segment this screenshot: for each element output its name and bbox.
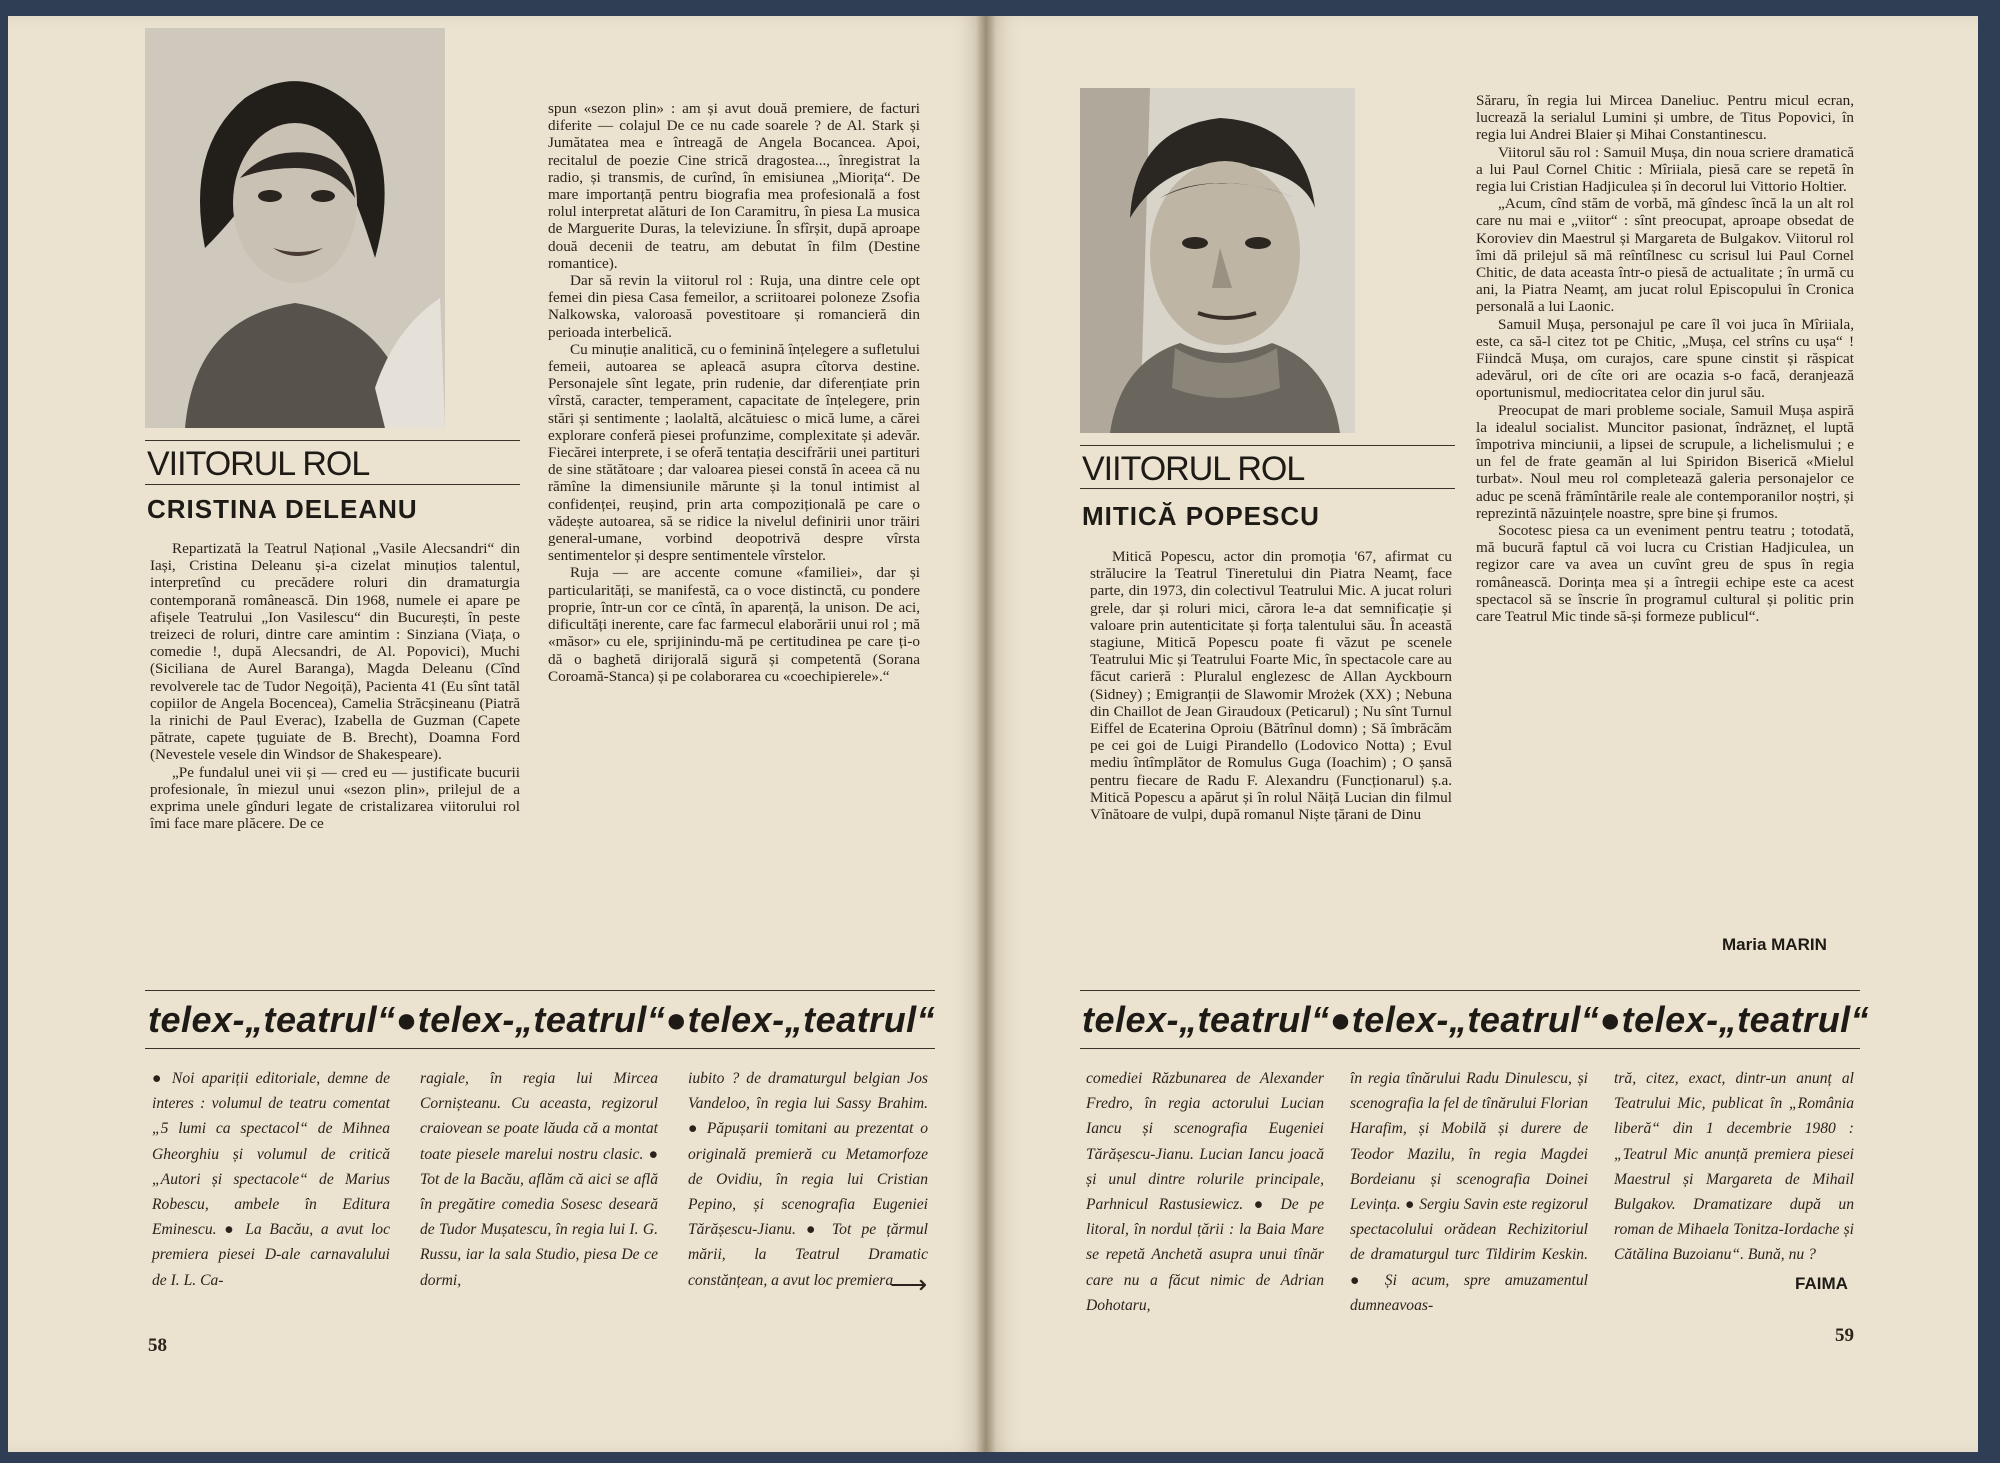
- telex-rule-top-right: [1080, 990, 1860, 991]
- article-column-left-2: [548, 100, 920, 685]
- telex-column-3: iubito ? de dramaturgul belgian Jos Vandeloo, în regia lui Sassy Brahim. ● Păpușarii tomitani au prezentat o originală premieră cu Metamorfoze de Ovidiu, în regia lui Cristian Pepino, și scenografia Eugeniei Tărășescu-Jianu. ● Tot pe țărmul mării, la Teatrul Dramatic constănțean, a avut loc premiera: [688, 1070, 928, 1289]
- actor-name-right: MITICĂ POPESCU: [1082, 501, 1320, 531]
- portrait-photo-cristina-deleanu: [145, 28, 445, 428]
- telex-column-5: în regia tînărului Radu Dinulescu, și scenografia la fel de tînărului Florian Harafim, și Mobilă și durere de Teodor Mazilu, în regia Magdei Bordeianu și scenografia Doinei Levința. ● Sergiu Savin este regizorul spectacolului orădean Rechizitoriul de dramaturgul turc Tildirim Keskin. ● Și acum, spre amuzamentul dumneavoas-: [1350, 1070, 1588, 1314]
- telex-banner-right: telex-„teatrul“●telex-„teatrul“●telex-„teatrul“: [1082, 999, 1870, 1040]
- paragraph: Samuil Mușa, personajul pe care îl voi juca în Mîriiala, este, ca să-l citez tot pe Chitic, „Mușa, cel strîns cu ușa“ ! Fiindcă Mușa, om curajos, care spune cinstit și răspicat adevărul, ori de cîte ori are ocazia s-o facă, deranjează oportunismul, mediocritatea celor din jurul său.: [1476, 315, 1854, 402]
- heading-rule-mid: [145, 484, 520, 485]
- paragraph: Săraru, în regia lui Mircea Daneliuc. Pentru micul ecran, lucrează la serialul Lumini și umbre, de Titus Popovici, în regia lui Andrei Blaier și Mihai Constantinescu.: [1476, 92, 1854, 144]
- telex-column-6: tră, citez, exact, dintr-un anunț al Teatrului Mic, publicat în „România liberă“ din 1 decembrie 1980 : „Teatrul Mic anunță premiera piesei Maestrul și Margareta de Mihail Bulgakov. Dramatizare după un roman de Mihaela Tonitza-Iordache și Cătălina Buzoianu“. Bună, nu ?: [1614, 1070, 1854, 1264]
- paragraph: spun «sezon plin» : am și avut două premiere, de facturi diferite — colajul De ce nu cade soarele ? de Al. Stark și Jumătatea mea e întreagă de Angela Bocancea. Apoi, recitalul de poezie Cine strică dragostea..., înregistrat la radio, și transmis, de curînd, în emisiunea „Miorița“. De mare importanță pentru biografia mea profesională a fost rolul interpretat alături de Ion Caramitru, în piesa La musica de Marguerite Duras, la televiziune. În sfîrșit, după aproape două decenii de teatru, am debutat în film (Destine romantice).: [548, 100, 920, 272]
- paragraph: Socotesc piesa ca un eveniment pentru teatru ; totodată, mă bucură faptul că voi lucra cu Cristian Hadjiculea, un regizor care va avea un cuvînt greu de spus în regia românească. Dorința mea și a întregii echipe este ca acest spectacol să se înscrie în programul cultural și politic prin care Teatrul Mic tinde să-și formeze publicul“.: [1476, 522, 1854, 626]
- article-column-right-2: [1476, 92, 1854, 625]
- continue-arrow: ⟶: [890, 1270, 928, 1299]
- book-spine: [976, 16, 996, 1452]
- article-column-right-1: [1090, 548, 1452, 823]
- actor-name-left: CRISTINA DELEANU: [147, 494, 418, 524]
- section-label-right: VIITORUL ROL: [1082, 450, 1305, 488]
- telex-column-2: ragiale, în regia lui Mircea Cornișteanu. Cu aceasta, regizorul craiovean se poate lăuda că a montat toate piesele marelui nostru clasic. ● Tot de la Bacău, aflăm că aici se află în pregătire comedia Sosesc deseară de Tudor Mușatescu, în regia lui I. G. Russu, iar la sala Studio, piesa De ce dormi,: [420, 1070, 658, 1289]
- paragraph: Preocupat de mari probleme sociale, Samuil Mușa aspiră la idealul socialist. Muncitor pasionat, îndrăzneț, el luptă împotriva minciunii, a lipsei de scrupule, a lichelismului ; e un fel de frate geamăn al lui Spiridon Biserică «Mielul turbat». Noul meu rol completează galeria personajelor ce aduc pe scenă frămîntările reale ale contemporanilor noștri, și reprezintă năzuințele noastre, spre bine și frumos.: [1476, 401, 1854, 522]
- paragraph: Cu minuție analitică, cu o feminină înțelegere a sufletului femeii, autoarea se apleacă asupra cîtorva destine. Personajele sînt legate, prin rudenie, dar diferențiate prin vîrstă, caracter, temperament, capacitate de înțelegere, prin stări și sentimente ; laolaltă, alcătuiesc o mică lume, a cărei explorare conferă piesei profunzime, complexitate și adevăr. Fiecărei interprete, i se oferă tentația descifrării unei partituri de sine stătătoare ; dar valoarea piesei constă în aceea că nu rămîne la dimensiunile mărunte și la tonul intimist al confidenței, reușind, prin arta compozițională pe care o vădește autoarea, să se ridice la nivelul definirii unor trăiri general-umane, vorbind deopotrivă despre vîrsta sentimentelor și despre sentimentele vîrstelor.: [548, 340, 920, 565]
- telex-rule-bottom-right: [1080, 1048, 1860, 1049]
- telex-rule-top-left: [145, 990, 935, 991]
- heading-rule-top-right: [1080, 445, 1455, 446]
- paragraph: Viitorul său rol : Samuil Mușa, din noua scriere dramatică a lui Paul Cornel Chitic : Mîriiala, piesă care se repetă în regia lui Cristian Hadjiculea și în decorul lui Vittorio Holtier.: [1476, 143, 1854, 196]
- article-column-left-1: [150, 540, 520, 832]
- heading-rule-mid-right: [1080, 488, 1455, 489]
- article-signature: Maria MARIN: [1722, 935, 1827, 954]
- page-number-right: 59: [1835, 1325, 1854, 1346]
- paragraph: Ruja — are accente comune «familiei», dar și particularități, se manifestă, ca o voce distinctă, cu pondere proprie, într-un cor ce cîntă, în aparență, la unison. De aci, dificultăți inerente, care fac farmecul elaborării unui rol ; mă «măsor» cu ele, sprijinindu-mă pe certitudinea pe care ți-o dă o baghetă dirijorală sigură și competentă (Sorana Coroamă-Stanca) și pe colaborarea cu «coechipierele».“: [548, 564, 920, 685]
- section-label-left: VIITORUL ROL: [147, 445, 370, 483]
- paragraph: Repartizată la Teatrul Național „Vasile Alecsandri“ din Iași, Cristina Deleanu și-a cizelat minuțios talentul, interpretînd cu precădere roluri din dramaturgia contemporană românească. Din 1968, numele ei apare pe afișele Teatrului „Ion Vasilescu“ din București, în peste treizeci de roluri, dintre care amintim : Sinziana (Viața, o comedie !, după Alecsandri, de Al. Popovici), Muchi (Siciliana de Aurel Baranga), Magda Deleanu (Cînd revolverele tac de Tudor Negoiță), Pacienta 41 (Eu sînt tatăl copiilor de Angela Bocencea), Camelia Străcșineanu (Piatră la rinichi de Paul Everac), Izabella de Guzman (Capete pătrate, capete țuguiate de B. Brecht), Doamna Ford (Nevestele vesele din Windsor de Shakespeare).: [150, 540, 520, 764]
- paragraph: „Pe fundalul unei vii și — cred eu — justificate bucurii profesionale, în miezul unui «sezon plin», prilejul de a exprima unele gînduri legate de cristalizarea viitorului rol îmi face mare plăcere. De ce: [150, 763, 520, 833]
- portrait-photo-mitica-popescu: [1080, 88, 1355, 433]
- paragraph: Mitică Popescu, actor din promoția '67, afirmat cu strălucire la Teatrul Tineretului din Piatra Neamț, face parte, din 1973, din colectivul Teatrului Mic. A jucat roluri grele, dar și roluri mici, cărora le-a dat semnificație și valoare prin autenticitate și forța talentului său. În această stagiune, Mitică Popescu poate fi văzut pe scenele Teatrului Mic și Teatrului Foarte Mic, în spectacole care au făcut carieră : Pluralul englezesc de Allan Ayckbourn (Sidney) ; Emigranții de Slawomir Mrożek (XX) ; Nebuna din Chaillot de Jean Giraudoux (Peticarul) ; Nu sînt Turnul Eiffel de Ecaterina Oproiu (Bătrînul domn) ; Să îmbrăcăm pe cei goi de Luigi Pirandello (Lodovico Notta) ; Evul mediu întîmplător de Romulus Guga (Ioachim) ; O șansă pentru fiecare de Radu F. Alexandru (Funcționarul) ș.a. Mitică Popescu a apărut și în rolul Năiță Lucian din filmul Vînătoare de vulpi, după romanul Niște țărani de Dinu: [1090, 548, 1452, 824]
- telex-column-1: ● Noi apariții editoriale, demne de interes : volumul de teatru comentat „5 lumi ca spectacol“ de Mihnea Gheorghiu și volumul de critică „Autori și spectacole“ de Marius Robescu, ambele în Editura Eminescu. ● La Bacău, a avut loc premiera piesei D-ale carnavalului de I. L. Ca-: [152, 1070, 390, 1289]
- telex-column-4: comediei Răzbunarea de Alexander Fredro, în regia actorului Lucian Iancu și scenografia Eugeniei Tărășescu-Jianu. Lucian Iancu joacă și unul dintre rolurile principale, Parhnicul Rastusiewicz. ● De pe litoral, în nordul țării : la Baia Mare se repetă Anchetă asupra unui tînăr care nu a făcut nimic de Adrian Dohotaru,: [1086, 1070, 1324, 1314]
- page-number-left: 58: [148, 1335, 167, 1356]
- telex-signature: FAIMA: [1795, 1274, 1848, 1293]
- paragraph: „Acum, cînd stăm de vorbă, mă gîndesc încă la un alt rol care nu mai e „viitor“ : sînt preocupat, aproape obsedat de Koroviev din Maestrul și Margareta de Bulgakov. Viitorul rol îmi dă prilejul să mă reîntîlnesc cu scrisul lui Paul Cornel Chitic, de data aceasta într-o piesă de actualitate ; în urmă cu ani, la Piatra Neamț, am jucat rolul Episcopului în Cronica personală a lui Laonic.: [1476, 195, 1854, 316]
- telex-banner-left: telex-„teatrul“●telex-„teatrul“●telex-„teatrul“: [148, 999, 936, 1040]
- paragraph: Dar să revin la viitorul rol : Ruja, una dintre cele opt femei din piesa Casa femeilor, a scriitoarei poloneze Zsofia Nalkowska, valoroasă povestitoare și romancieră din perioada interbelică.: [548, 272, 920, 341]
- heading-rule-top: [145, 440, 520, 441]
- telex-rule-bottom-left: [145, 1048, 935, 1049]
